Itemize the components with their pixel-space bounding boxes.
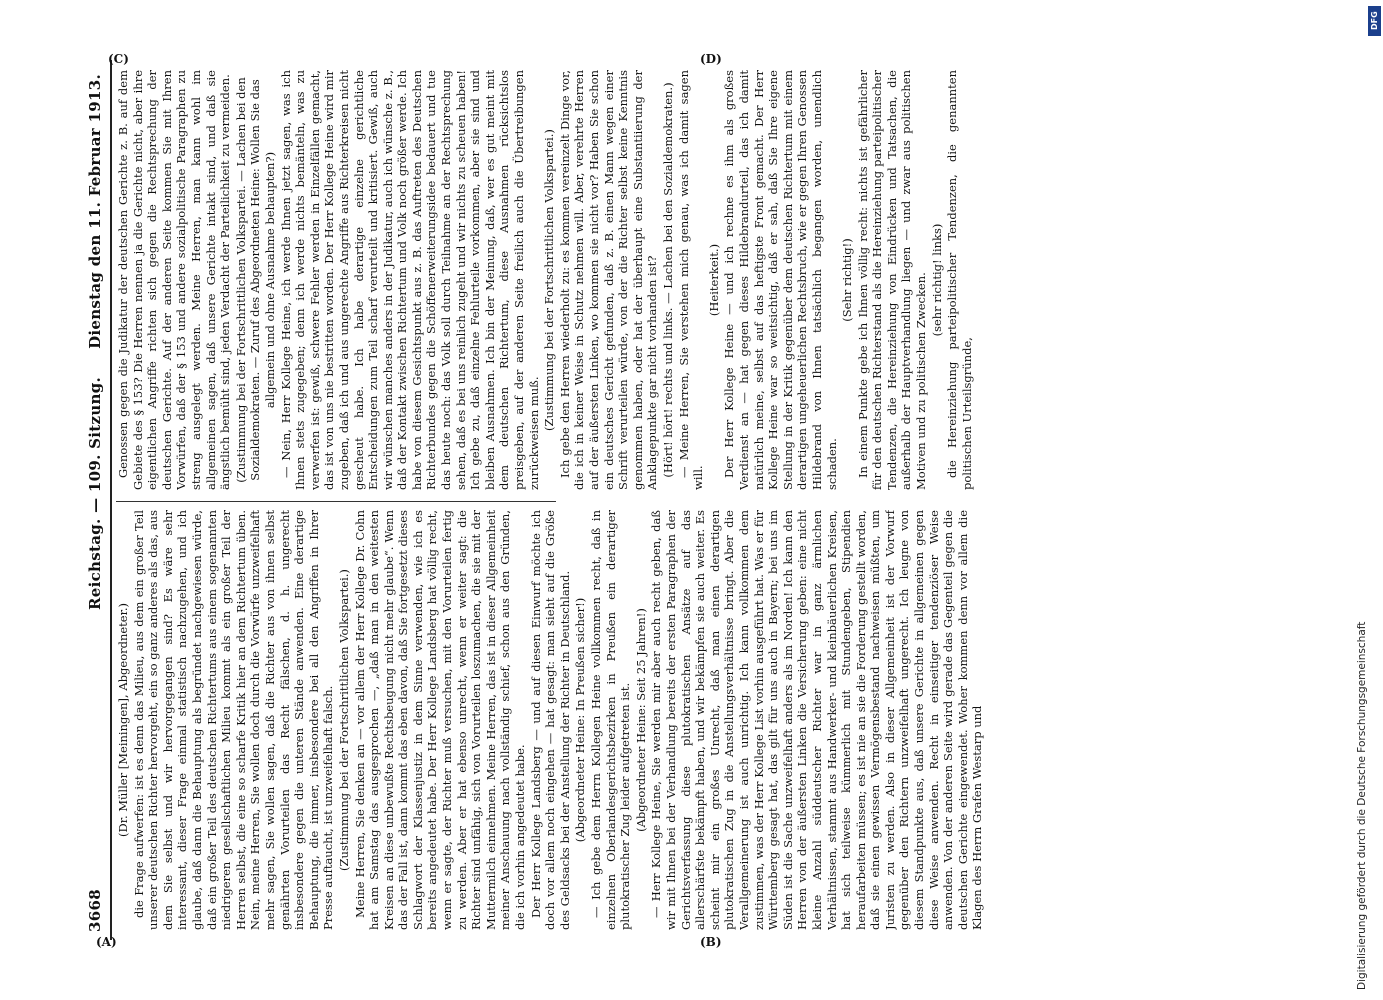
rotated-page	[80, 60, 1300, 940]
interjection: (Zustimmung bei der Fortschrittlichen Volkspartei.)	[336, 569, 351, 871]
margin-mark-d: (D)	[700, 52, 722, 66]
paragraph: In einem Punkte gebe ich Ihnen völlig recht: nichts ist gefährlicher für den deutschen Richterstand als die Hereinziehung parteipolitischer Tendenzen, die Hereinziehung von Eindrücken und Tatsachen, die außerhalb der Hauptverhandlung liegen — und zwar aus politischen Motiven und zu politischen Zwecken.	[855, 70, 929, 490]
dfg-logo: DFG	[1368, 6, 1381, 36]
paragraph: Ich gebe den Herren wiederholt zu: es kommen vereinzelt Dinge vor, die ich in keiner Weise in Schutz nehmen will. Aber, verehrte Herren auf der äußersten Linken, wo kommen sie nicht vor? Haben Sie schon ein deutsches Gericht gefunden, daß z. B. einen Mann wegen einer Schrift verurteilen würde, von der die Richter selbst keine Kenntnis genommen haben, oder hat der überhaupt eine Substantiierung der Anklagepunkte gar nicht vorhanden ist?	[557, 70, 660, 490]
interjection: (Hört! hört! rechts und links. — Lachen bei den Sozialdemokraten.)	[660, 82, 675, 478]
interjection: (Sehr richtig!)	[840, 238, 855, 322]
paragraph: — Ich gebe dem Herrn Kollegen Heine vollkommen recht, daß in einzelnen Oberlandesgerichtsbezirken in Preußen ein derartiger plutokratischer Zug leider aufgetreten ist.	[589, 510, 633, 930]
paragraph: Meine Herren, Sie denken an — vor allem der Herr Kollege Dr. Cohn hat am Samstag das ausgesprochen —, „daß man in den weitesten Kreisen an diese unbewußte Rechtsbeugung nicht mehr glaube“. Wenn das der Fall ist, dann kommt das eben davon, daß Sie fortgesetzt dieses Schlagwort der Klassenjustiz in dem Sinne verwenden, wie ich es bereits angedeutet habe. Der Herr Kollege Landsberg hat völlig recht, wenn er sagte, der Richter muß versuchen, mit den Vorurteilen fertig zu werden. Aber er hat ebenso unrecht, wenn er weiter sagt: die Richter sind unfähig, sich von Vorurteilen loszumachen, die sie mit der Muttermilch einnehmen. Meine Herren, das ist in dieser Allgemeinheit meiner Anschauung nach vollständig schief, schon aus den Gründen, die ich vorhin angedeutet habe.	[352, 510, 528, 930]
interjection: (Zustimmung bei der Fortschrittlichen Volkspartei. — Lachen bei den Sozialdemokraten. — Zuruf des Abgeordneten Heine: Wollen Sie das allgemein und ohne Ausnahme behaupten?)	[233, 77, 277, 483]
page-header	[80, 60, 110, 940]
speaker-line: (Dr. Müller [Meiningen], Abgeordneter.)	[116, 603, 130, 837]
page-number: 3668	[86, 889, 104, 932]
interjection: (Abgeordneter Heine: Seit 25 Jahren!)	[633, 608, 648, 832]
header-rule	[110, 60, 112, 940]
interjection: (Heiterkeit.)	[706, 243, 721, 317]
digitization-credit: Digitalisierung gefördert durch die Deutsche Forschungsgemeinschaft	[1356, 621, 1368, 990]
interjection: (sehr richtig! links)	[929, 223, 944, 337]
left-column	[116, 510, 1266, 930]
margin-mark-c: (C)	[108, 52, 129, 66]
margin-mark-a: (A)	[96, 935, 117, 949]
paragraph: — Herr Kollege Heine, Sie werden mir aber auch recht geben, daß wir mit Ihnen bei der Verhandlung bereits der ersten Paragraphen der Gerichtsverfassung diese plutokratischen Ansätze auf das allerschärfste bekämpft haben, und wir bekämpfen sie auch weiter. Es scheint mir ein großes Unrecht, daß man einen derartigen plutokratischen Zug in die Anstellungsverhältnisse bringt. Aber die Verallgemeinerung ist auch unrichtig. Ich kann vollkommen dem zustimmen, was der Herr Kollege List vorhin ausgeführt hat. Was er für Württemberg gesagt hat, das gilt für uns auch in Bayern; bei uns im Süden ist die Sache unzweifelhaft anders als im Norden! Ich kann den Herren von der äußersten Linken die Versicherung geben: eine nicht kleine Anzahl süddeutscher Richter war in ganz ärmlichen Verhältnissen, stammt aus Handwerker- und kleinbäuerlichen Kreisen, hat sich teilweise kümmerlich mit Stundengeben, Stipendien heraufarbeiten müssen; es ist nie an sie die Forderung gestellt worden, daß sie einen gewissen Vermögensbestand nachweisen müßten, um Juristen zu werden. Also in dieser Allgemeinheit ist der Vorwurf gegenüber den Richtern unzweifelhaft ungerecht. Ich leugne von diesem Standpunkte aus, daß unsere Gerichte in allgemeinen gegen diese Weise anwenden. Recht in einseitiger tendenziöser Weise anwenden. Von der anderen Seite wird gerade das Gegenteil gegen die deutschen Gerichte eingewendet. Woher kommen denn vor allem die Klagen des Herrn Grafen Westarp und	[649, 510, 985, 930]
session-date: Dienstag den 11. Februar 1913.	[86, 74, 104, 349]
paragraph: die Hereinziehung parteipolitischer Tendenzen, die genannten politischen Urteilsgründe,	[945, 70, 974, 490]
paragraph: Genossen gegen die Judikatur der deutschen Gerichte z. B. auf dem Gebiete des § 153? Die Herren nennen ja die Gerichte nicht, aber ihre eigentlichen Angriffe richten sich gegen die Rechtsprechung der deutschen Gerichte. Auf der anderen Seite kommen Sie mit Ihren Vorwürfen, daß der § 153 und andere sozialpolitische Paragraphen zu streng ausgelegt werden. Meine Herren, man kann wohl im allgemeinen sagen, daß unsere Gerichte intakt sind, und daß sie ängstlich bemüht sind, jeden Verdacht der Parteilichkeit zu vermeiden.	[116, 70, 233, 490]
paragraph: Der Herr Kollege Landsberg — und auf diesen Einwurf möchte ich doch vor allem noch eingehen — hat gesagt: man sieht auf die Größe des Geldsacks bei der Anstellung der Richter in Deutschland.	[528, 510, 572, 930]
paragraph: Der Herr Kollege Heine — und ich rechne es ihm als großes Verdienst an — hat gegen dieses Hildebrandurteil, das ich damit natürlich meine, selbst auf das heftigste Front gemacht. Der Herr Kollege Heine war so weitsichtig, daß er sah, daß Sie Ihre eigene Stellung in der Kritik gegenüber dem deutschen Richtertum mit einem derartigen ungeheuerlichen Rechtsbruch, wie er gegen Ihren Genossen Hildebrand von Ihnen tatsächlich begangen worden, unendlich schaden.	[722, 70, 839, 490]
paragraph: die Frage aufwerfen: ist es denn das Milieu, aus dem ein großer Teil unserer deutschen Richter hervorgeht, ein so ganz anderes als das, aus dem Sie selbst und wir hervorgegangen sind? Es wäre sehr interessant, dieser Frage einmal statistisch nachzugehen, und ich glaube, daß dann die Behauptung als begründet nachgewiesen würde, daß ein großer Teil des deutschen Richtertums aus einem sogenannten niedrigeren gesellschaftlichen Milieu kommt als ein großer Teil der Herren selbst, die eine so scharfe Kritik hier an dem Richtertum üben. Nein, meine Herren, Sie wollen doch durch die Vorwürfe unzweifelhaft mehr sagen, Sie wollen sagen, daß die Richter aus von ihnen selbst genährten Vorurteilen das Recht fälschen, d. h. ungerecht insbesondere gegen die unteren Stände anwenden. Eine derartige Behauptung, die immer, insbesondere bei all den Angriffen in Ihrer Presse auftaucht, ist unzweifelhaft falsch.	[131, 510, 336, 930]
paragraph: — Meine Herren, Sie verstehen mich genau, was ich damit sagen will.	[676, 70, 706, 490]
column-divider	[116, 501, 556, 502]
interjection: (Zustimmung bei der Fortschrittlichen Volkspartei.)	[542, 129, 557, 431]
right-column	[116, 70, 1266, 490]
margin-mark-b: (B)	[700, 935, 722, 949]
paragraph: — Nein, Herr Kollege Heine, ich werde Ihnen jetzt sagen, was ich Ihnen stets zugegeben; denn ich werde nichts bemänteln, was zu verwerfen ist: gewiß, schwere Fehler werden in Einzelfällen gemacht, das ist von uns nie bestritten worden. Der Herr Kollege Heine wird mir zugeben, daß ich und aus ungerechte Angriffe aus Richterkreisen nicht gescheut habe. Ich habe derartige einzelne gerichtliche Entscheidungen zum Teil scharf verurteilt und kritisiert. Gewiß, auch wir wünschen manches anders in der Judikatur, auch ich wünsche z. B., daß der Kontakt zwischen Richtertum und Volk noch größer werde. Ich habe von diesem Gesichtspunkt aus z. B. das Auftreten des Deutschen Richterbundes gegen die Schöffenerweiterungsidee bedauert und tue das heute noch: das Volk soll durch Teilnahme an der Rechtsprechung sehen, daß es bei uns reinlich zugeht und wir nichts zu scheuen haben! Ich gebe zu, daß einzelne Fehlurteile vorkommen, aber sie sind und bleiben Ausnahmen. Ich bin der Meinung, daß, wer es gut meint mit dem deutschen Richtertum, diese Ausnahmen rücksichtslos preisgeben, auf der anderen Seite freilich auch die Übertreibungen zurückweisen muß.	[278, 70, 541, 490]
session-title: Reichstag. — 109. Sitzung.	[86, 376, 104, 610]
interjection: (Abgeordneter Heine: In Preußen sicher!)	[573, 597, 588, 843]
